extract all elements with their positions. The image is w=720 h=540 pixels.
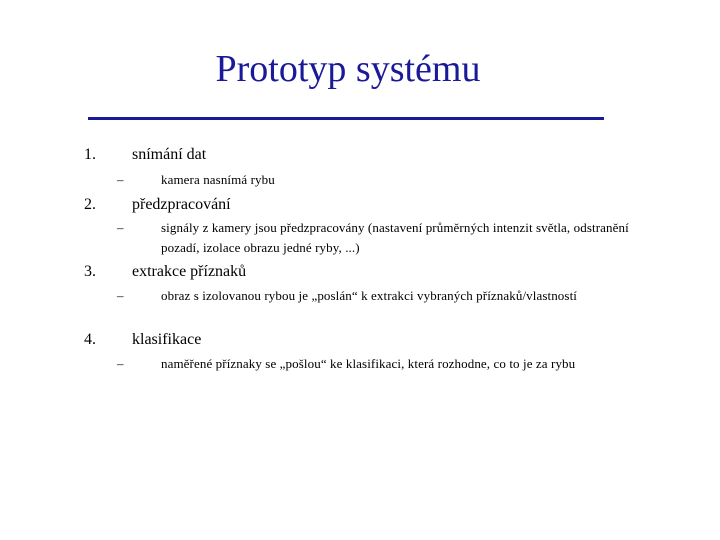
item-number: 1. — [84, 146, 96, 163]
item-number: 2. — [84, 196, 96, 213]
item-heading: extrakce příznaků — [132, 263, 247, 280]
title-underline — [88, 117, 604, 120]
item-description: signály z kamery jsou předzpracovány (nastavení průměrných intenzit světla, odstranění pozadí, izolace obrazu jedné ryby, ...) — [161, 220, 629, 255]
item-dash: – — [117, 356, 124, 371]
item-description: obraz s izolovanou rybou je „poslán“ k extrakci vybraných příznaků/vlastností — [161, 288, 577, 303]
item-description: naměřené příznaky se „pošlou“ ke klasifikaci, která rozhodne, co to je za rybu — [161, 356, 576, 371]
item-dash: – — [117, 220, 124, 235]
item-description: kamera nasnímá rybu — [161, 172, 275, 187]
item-heading: snímání dat — [132, 146, 207, 163]
item-dash: – — [117, 172, 124, 187]
item-number: 4. — [84, 331, 96, 348]
slide-title: Prototyp systému — [215, 48, 481, 90]
item-heading: předzpracování — [132, 196, 231, 213]
item-number: 3. — [84, 263, 96, 280]
item-dash: – — [117, 288, 124, 303]
item-heading: klasifikace — [132, 331, 202, 348]
